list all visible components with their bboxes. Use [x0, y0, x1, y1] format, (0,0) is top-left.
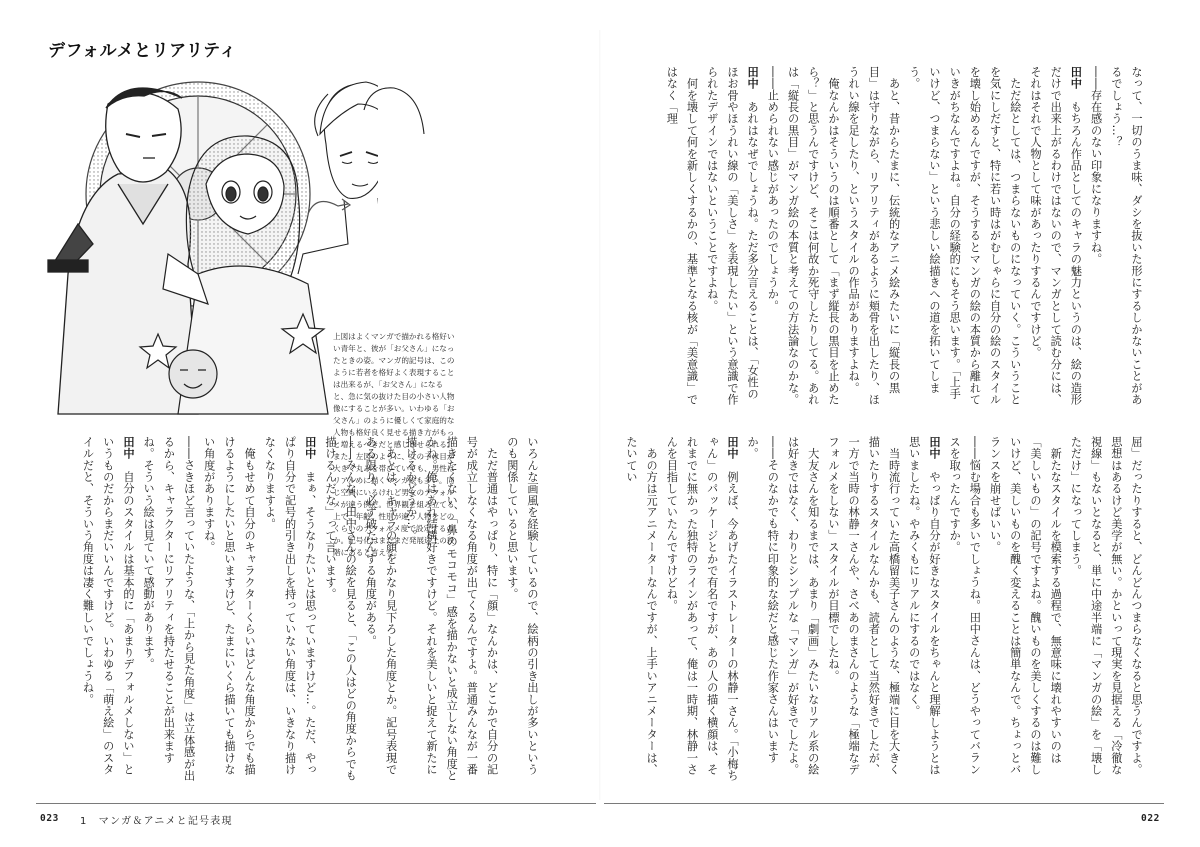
section-title: デフォルメとリアリティ — [48, 41, 237, 61]
paragraph: ただ普通はやっぱり、特に「顔」なんかは、どこかで自分の記号が成立しなくなる角度が出てくるんですよ。普通みんなが一番描きたくない、「鼻のモコモコ」感を描かないと成立しない角度とかね。俺はあれ結構好きですけど。それを美しいと捉えて新たに描けるかどうか…。 — [404, 436, 499, 782]
paragraph: ――そのなかでも特に印象的な絵だと感じた作家さんはいますか。 — [746, 436, 780, 764]
paragraph: 田中 例えば、今あげたイラストレーターの林静一さん。「小梅ちゃん」のパッケージとかで有名ですが、あの人の描く横顔は、それまでに無かった独特のラインがあって、俺は一時期、林静一さんを目指していたんですけどね。 — [665, 436, 739, 782]
paragraph: あの方は元アニメーターなんですが、上手いアニメーターは、たいてい — [624, 436, 659, 776]
left-page-number: 023 — [40, 813, 59, 824]
paragraph: 何を壊して何を新しくするかの、基準となる核が「美意識」ではなく「理 — [665, 66, 699, 406]
paragraph: 俺もせめて自分のキャラクターくらいはどんな角度からでも描けるようにしたいと思いますけど、たまにいくら描いても描けない角度がありますね。 — [202, 436, 257, 776]
paragraph: ――悩む場合も多いでしょうね。田中さんは、どうやってバランスを取ったんですか。 — [948, 436, 982, 776]
paragraph: あと、昔からたまに、伝統的なアニメ絵みたいに「縦長の黒目」は守りながら、リアリティがあるように頬骨を出したり、ほうれい線を足したり、というスタイルの作品がありますよね。 — [847, 66, 901, 406]
paragraph: 田中 もちろん作品としてのキャラの魅力というのは、絵の造形だけで出来上がるわけではないので、マンガとして読む分には、それはそれで人物として味があったりするんですけど。 — [1028, 66, 1083, 406]
running-head — [80, 812, 233, 827]
paragraph: 俺なんかはそういうのは順番として「まず縦長の黒目を止めたら？」と思うんですけど、そこは何故か死守したりしてる。あれは「縦長の黒目」がマンガ絵の本質と考えての方法論なのかな。 — [786, 66, 840, 406]
paragraph: 田中 やっぱり自分が好きなスタイルをちゃんと理解しようとは思いましたね。やみくもにリアルにするのではなく。 — [907, 436, 941, 776]
paragraph: 田中 まぁ、そうなりたいとは思っていますけど…。ただ、やっぱり自分で記号的引き出しを持っていない角度は、いきなり描けなくなりますよ。 — [263, 436, 317, 776]
paragraph: ただ絵としては、つまらないものになっていく。こういうことを気にしだすと、特に若い時はがむしゃらに自分の絵のスタイルを壊し始めるんですが、そうするとマンガの絵の本質から離れていきがちなんですよね。自分の経験的にもそう思います。「上手いけど、つまらない」という悲しい絵描きへの道を拓いてしまう。 — [907, 66, 1022, 406]
chapter-title: マンガ＆アニメと記号表現 — [98, 816, 233, 827]
chapter-number: 1 — [80, 816, 88, 827]
paragraph: 当時流行っていた高橋留美子さんのような、極端に目を大きく描いたりするスタイルなんかも、読者として当然好きでしたが、一方で当時の林静一さんや、さべあのまさんのような「極端なデフォルメをしない」スタイルが目標でしたね。 — [826, 436, 901, 776]
figure-caption: 上図はよくマンガで描かれる格好いい青年と、彼が「お父さん」になったときの姿。マンガ的記号は、このように若者を格好よく表現することは出来るが、「お父さん」になると、急に気の抜けた目の小さい人物像にすることが多い。いわゆる「お父さん」のように優しくて家庭的な人物も格好良く見せる描き方がもっと増えるべきだと感じさせられる。また、左図のように、女の子は目が大きく丸みを帯びていても、男性はリアルめに描くマンガ絵も多い。同じ空間にいるけれど男女のデフォルメが違う例だ。世界観を組み立てる上で、年齢、性別が違う人物をどのくらいのデフォルメ度で設定するのか。記号化はまだまだ発展途上の段階にあると言える。 — [333, 332, 455, 557]
right-page-lower-text — [624, 436, 1146, 782]
left-page-lower-text — [58, 436, 542, 782]
paragraph: ――止められない感じがあったのでしょうか。 — [766, 66, 780, 312]
paragraph: ――さきほど言っていたような、「上から見た角度」は立体感が出るから、キャラクターにリアリティを持たせることが出来ますね。そういう絵は見ていて感動があります。 — [142, 436, 196, 782]
paragraph: いろんな画風を経験しているので、絵柄の引き出しが多いというのも関係していると思います。 — [505, 436, 539, 776]
paragraph: 屈」だったりすると、どんどんつまらなくなると思うんですよ。思想はあるけど美学が無い。かといって現実を見据える「冷徹な視線」もないとなると、単に中途半端に「マンガの絵」を「壊しただけ」になってしまう。 — [1069, 436, 1143, 776]
paragraph: 新たなスタイルを模索する過程で、無意味に壊れやすいのは「美しいもの」の記号ですよね。醜いものを美しくするのは難しいけど、美しいものを醜く変えることは簡単なんで。ちょっとバランスを崩せばいい。 — [988, 436, 1063, 776]
paragraph: あとは、キャラの顔をかなり見下ろした角度とか。記号表現である限り、必ず破たんする角度がある。 — [364, 436, 398, 776]
right-page-upper-text — [660, 66, 1146, 411]
paragraph: 田中 あれはなぜでしょうね。ただ多分言えることは、「女性のほお骨やほうれい線の「美しさ」を表現したい」という意識で作られたデザインではないということですよね。 — [705, 66, 760, 406]
paragraph: 田中 自分のスタイルは基本的に「あまりデフォルメしない」というものだからまだいいんですけど。いわゆる「萌え絵」のスタイルだと、そういう角度は凄く難しいでしょうね。 — [81, 436, 135, 776]
paragraph: なって、一切のうま味、ダシを抜いた形にするしかないことがあるでしょう…？ — [1109, 66, 1143, 406]
paragraph: ――存在感のない印象になりますね。 — [1089, 66, 1103, 265]
paragraph: 大友さんを知るまでは、あまり「劇画」みたいなリアル系の絵は好きではなく、わりとシンプルな「マンガ」が好きでしたよ。 — [786, 436, 820, 776]
paragraph: ――みんな、田中さんの絵を見ると、「この人はどの角度からでも描けるんだな」って言います。 — [323, 436, 358, 782]
right-page-number: 022 — [1141, 813, 1160, 824]
book-gutter-shadow — [599, 30, 601, 800]
illustration-panel — [48, 74, 455, 557]
footer-rule-gap — [596, 800, 604, 807]
